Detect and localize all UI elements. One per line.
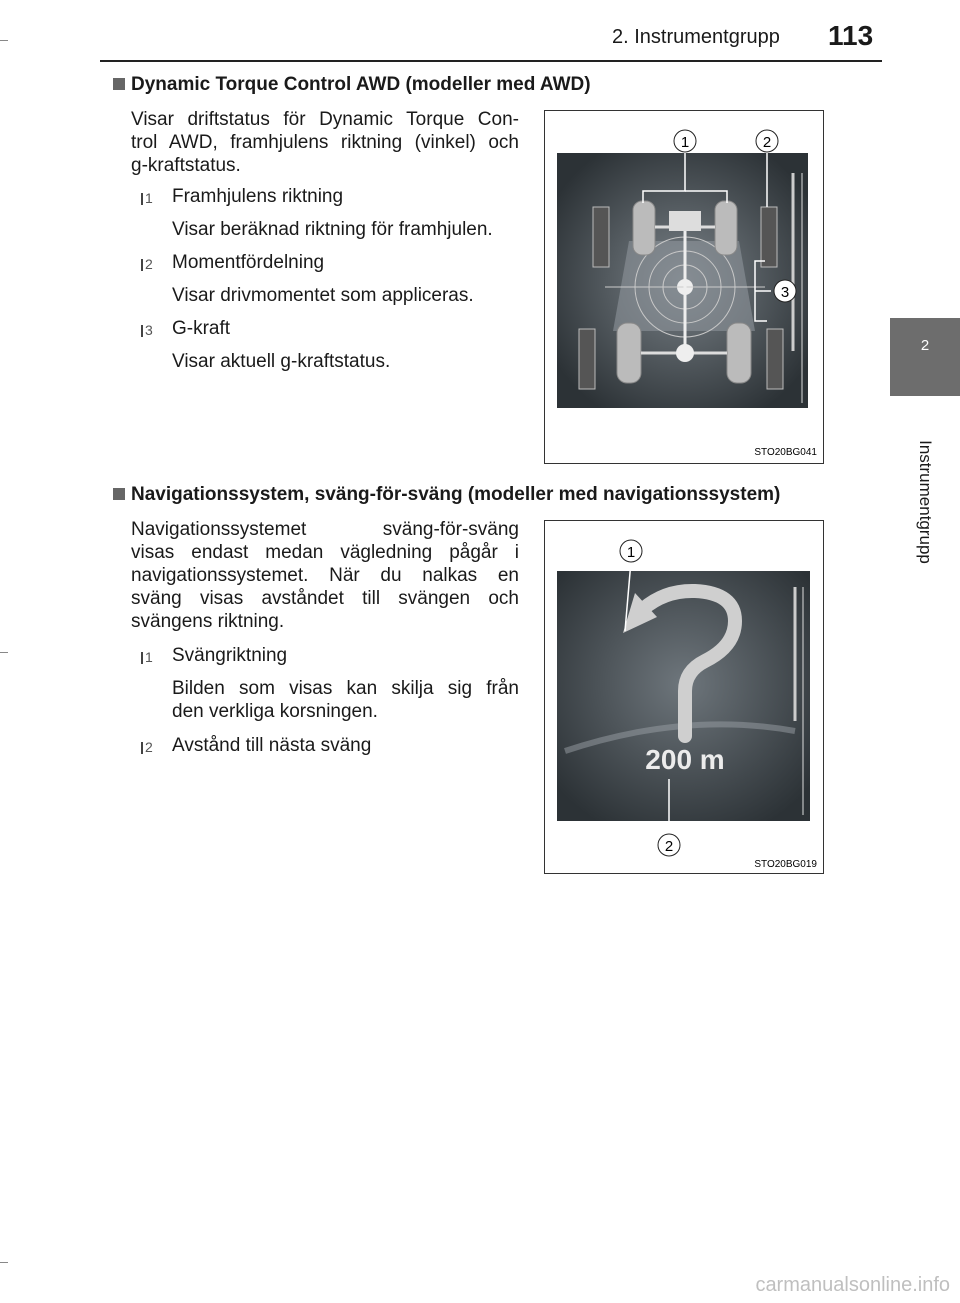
description-line: den verkliga korsningen. xyxy=(172,701,378,722)
chapter-tab-name xyxy=(890,396,960,608)
section-intro-navigation xyxy=(131,518,519,633)
item-list-navigation xyxy=(131,645,521,767)
list-item xyxy=(131,735,521,767)
crop-mark xyxy=(0,1262,8,1263)
square-bullet-icon xyxy=(113,488,125,500)
intro-line: trol AWD, framhjulens riktning (vinkel) och xyxy=(131,132,519,153)
section-heading-navigation xyxy=(113,484,883,506)
list-item xyxy=(131,252,521,284)
item-title: Svängriktning xyxy=(172,645,288,666)
wheel-rear-left xyxy=(617,323,641,383)
wheel-rear-right xyxy=(727,323,751,383)
item-number: 2 xyxy=(145,256,153,272)
list-item xyxy=(131,318,521,350)
callout-2: 2 xyxy=(762,134,772,151)
wheel-front-right xyxy=(715,201,737,255)
header-rule xyxy=(100,60,882,62)
callout-1: 1 xyxy=(680,134,690,151)
item-number: 1 xyxy=(145,649,153,665)
crop-mark xyxy=(0,652,8,653)
list-item xyxy=(131,186,521,218)
torque-bar-rr xyxy=(767,329,783,389)
awd-display-illustration xyxy=(545,111,823,463)
list-item xyxy=(131,645,521,677)
front-differential xyxy=(669,211,701,231)
section-heading-text: Dynamic Torque Control AWD (modeller med AWD) xyxy=(131,74,591,95)
callout-2: 2 xyxy=(664,838,674,855)
item-title: G-kraft xyxy=(172,318,231,339)
figure-code: STO20BG041 xyxy=(754,447,817,458)
intro-line: Navigationssystemet sväng-för-sväng xyxy=(131,519,519,540)
section-heading-awd xyxy=(113,74,873,96)
callout-1: 1 xyxy=(626,544,636,561)
intro-line: Visar driftstatus för Dynamic Torque Con- xyxy=(131,109,519,130)
rear-differential xyxy=(676,344,694,362)
turn-by-turn-illustration xyxy=(545,521,823,873)
item-number: 2 xyxy=(145,739,153,755)
wheel-front-left xyxy=(633,201,655,255)
item-number: 3 xyxy=(145,322,153,338)
intro-line: svängens riktning. xyxy=(131,611,285,632)
figure-code: STO20BG019 xyxy=(754,859,817,870)
section-intro-awd xyxy=(131,108,519,177)
watermark: carmanualsonline.info xyxy=(755,1274,950,1296)
intro-line: navigationssystemet. När du nalkas en xyxy=(131,565,519,586)
torque-bar-fr xyxy=(761,207,777,267)
item-list-awd xyxy=(131,186,521,373)
item-description: Visar aktuell g-kraftstatus. xyxy=(172,351,391,372)
chapter-tab-number[interactable] xyxy=(890,318,960,396)
torque-bar-rl xyxy=(579,329,595,389)
item-title: Momentfördelning xyxy=(172,252,325,273)
intro-line: g-kraftstatus. xyxy=(131,155,241,176)
page-number: 113 xyxy=(828,20,874,51)
crop-mark xyxy=(0,40,8,41)
callout-3: 3 xyxy=(780,284,790,301)
item-description: Visar drivmomentet som appliceras. xyxy=(172,285,474,306)
running-header-section: 2. Instrumentgrupp xyxy=(612,26,780,48)
intro-line: visas endast medan vägledning pågår i xyxy=(131,542,519,563)
item-description xyxy=(172,677,519,723)
section-heading-text: Navigationssystem, sväng-för-sväng (modeller med navigationssystem) xyxy=(131,484,781,505)
description-line: Bilden som visas kan skilja sig från xyxy=(172,678,519,699)
item-title: Framhjulens riktning xyxy=(172,186,344,207)
figure-turn-by-turn xyxy=(544,520,824,874)
item-number: 1 xyxy=(145,190,153,206)
intro-line: sväng visas avståndet till svängen och xyxy=(131,588,519,609)
torque-bar-fl xyxy=(593,207,609,267)
chapter-number: 2 xyxy=(920,337,930,354)
square-bullet-icon xyxy=(113,78,125,90)
item-description: Visar beräknad riktning för framhjulen. xyxy=(172,219,493,240)
item-title: Avstånd till nästa sväng xyxy=(172,735,372,756)
chapter-name: Instrumentgrupp xyxy=(916,440,935,564)
figure-awd-display xyxy=(544,110,824,464)
distance-label: 200 m xyxy=(645,744,725,775)
